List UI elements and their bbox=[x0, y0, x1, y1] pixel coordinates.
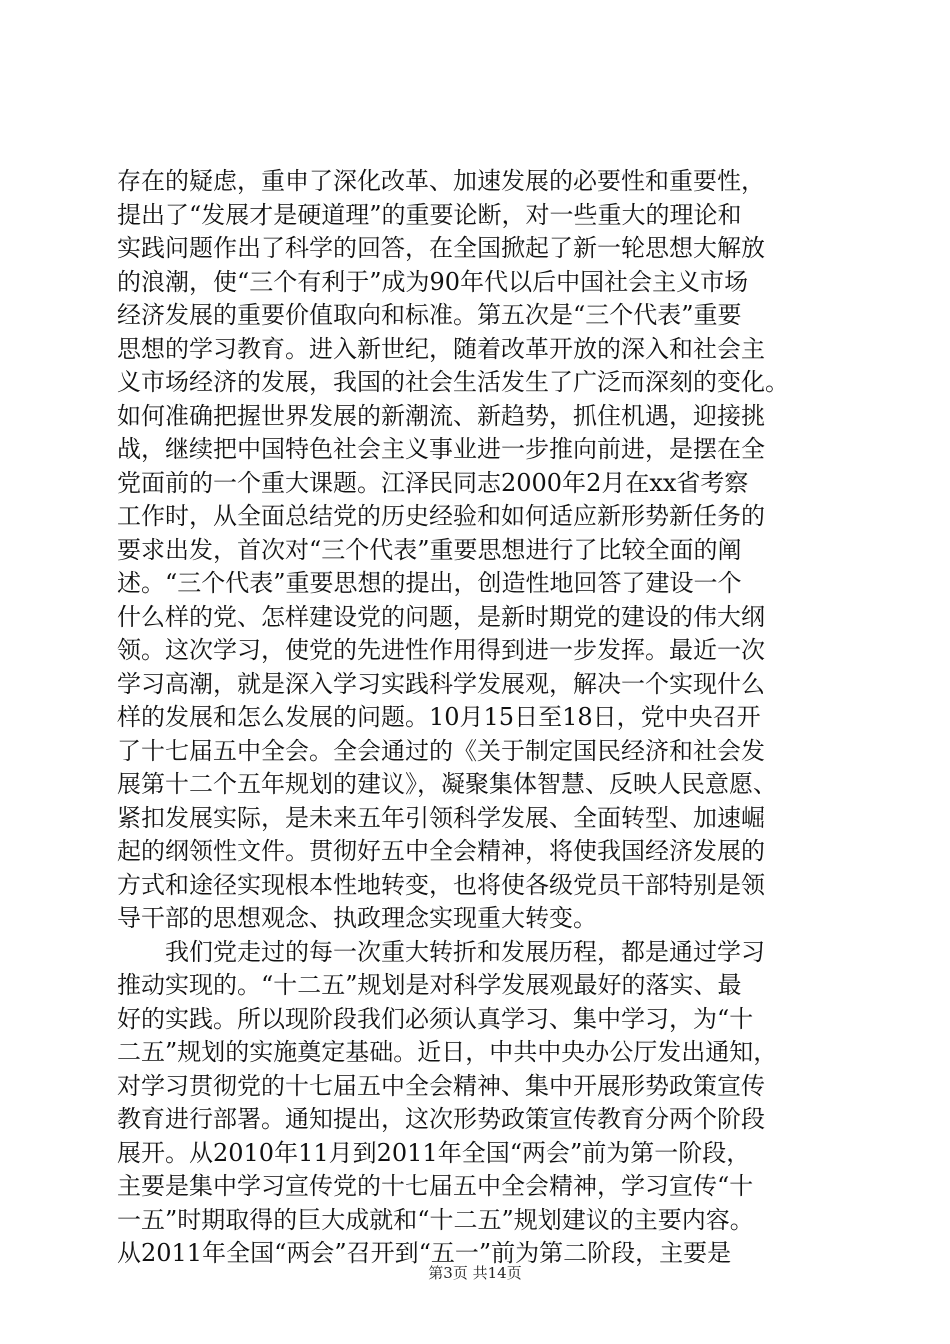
text-line: 实践问题作出了科学的回答，在全国掀起了新一轮思想大解放 bbox=[117, 234, 765, 262]
text-line: 思想的学习教育。进入新世纪，随着改革开放的深入和社会主 bbox=[117, 334, 765, 363]
text-line: 展第十二个五年规划的建议》，凝聚集体智慧、反映人民意愿、 bbox=[117, 770, 777, 798]
text-line: 提出了“发展才是硬道理”的重要论断，对一些重大的理论和 bbox=[117, 200, 742, 229]
text-line: 教育进行部署。通知提出，这次形势政策宣传教育分两个阶段 bbox=[117, 1105, 765, 1133]
text-line: 领。这次学习，使党的先进性作用得到进一步发挥。最近一次 bbox=[117, 636, 765, 664]
text-line: 了十七届五中全会。全会通过的《关于制定国民经济和社会发 bbox=[117, 736, 765, 765]
text-line: 样的发展和怎么发展的问题。10月15日至18日，党中央召开 bbox=[117, 703, 761, 731]
text-line: 对学习贯彻党的十七届五中全会精神、集中开展形势政策宣传 bbox=[117, 1071, 765, 1100]
text-line: 如何准确把握世界发展的新潮流、新趋势，抓住机遇，迎接挑 bbox=[117, 401, 765, 430]
body-text bbox=[117, 165, 837, 1271]
text-line: 什么样的党、怎样建设党的问题，是新时期党的建设的伟大纲 bbox=[117, 602, 765, 631]
text-line: 好的实践。所以现阶段我们必须认真学习、集中学习，为“十 bbox=[117, 1004, 754, 1033]
text-line: 的浪潮，使“三个有利于”成为90年代以后中国社会主义市场 bbox=[117, 267, 749, 296]
text-line: 主要是集中学习宣传党的十七届五中全会精神，学习宣传“十 bbox=[117, 1172, 754, 1200]
text-line: 从2011年全国“两会”召开到“五一”前为第二阶段，主要是 bbox=[117, 1239, 732, 1267]
text-line: 起的纲领性文件。贯彻好五中全会精神，将使我国经济发展的 bbox=[117, 837, 765, 865]
text-line: 一五”时期取得的巨大成就和“十二五”规划建议的主要内容。 bbox=[117, 1205, 754, 1234]
text-line: 推动实现的。“十二五”规划是对科学发展观最好的落实、最 bbox=[117, 971, 742, 999]
text-line: 紧扣发展实际，是未来五年引领科学发展、全面转型、加速崛 bbox=[117, 803, 765, 832]
text-line: 存在的疑虑，重申了深化改革、加速发展的必要性和重要性， bbox=[117, 167, 765, 195]
text-line: 经济发展的重要价值取向和标准。第五次是“三个代表”重要 bbox=[117, 301, 742, 329]
text-line: 义市场经济的发展，我国的社会生活发生了广泛而深刻的变化。 bbox=[117, 368, 789, 396]
text-line: 党面前的一个重大课题。江泽民同志2000年2月在xx省考察 bbox=[117, 468, 749, 497]
text-line: 战，继续把中国特色社会主义事业进一步推向前进，是摆在全 bbox=[117, 435, 765, 463]
text-line: 我们党走过的每一次重大转折和发展历程，都是通过学习 bbox=[117, 937, 765, 966]
text-line: 导干部的思想观念、执政理念实现重大转变。 bbox=[117, 904, 597, 932]
text-line: 要求出发，首次对“三个代表”重要思想进行了比较全面的阐 bbox=[117, 535, 742, 564]
text-line: 学习高潮，就是深入学习实践科学发展观，解决一个实现什么 bbox=[117, 669, 765, 698]
text-line: 述。“三个代表”重要思想的提出，创造性地回答了建设一个 bbox=[117, 569, 742, 597]
text-line: 展开。从2010年11月到2011年全国“两会”前为第一阶段， bbox=[117, 1138, 751, 1167]
text-line: 方式和途径实现根本性地转变，也将使各级党员干部特别是领 bbox=[117, 870, 765, 899]
text-line: 工作时，从全面总结党的历史经验和如何适应新形势新任务的 bbox=[117, 502, 765, 530]
page-footer: 第3页 共14页 bbox=[428, 1264, 522, 1282]
text-line: 二五”规划的实施奠定基础。近日，中共中央办公厅发出通知， bbox=[117, 1038, 778, 1066]
